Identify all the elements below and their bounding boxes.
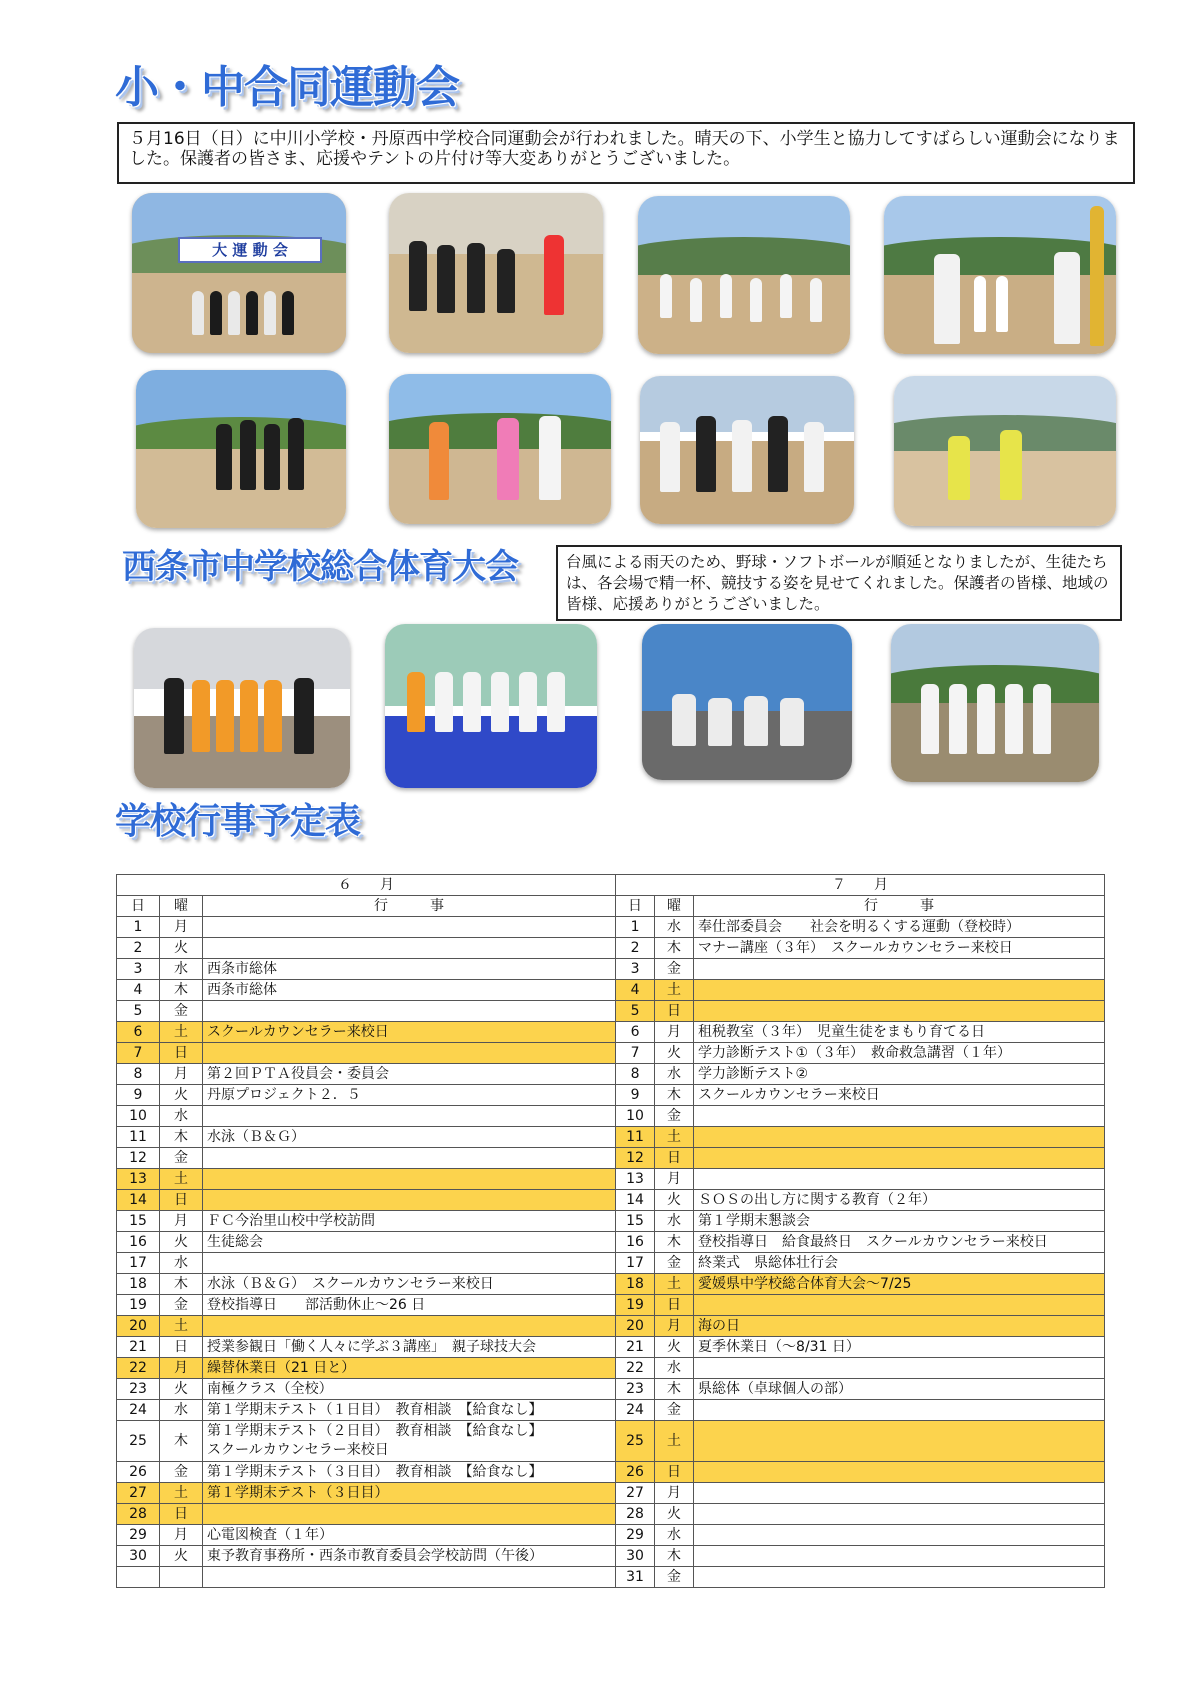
june-day: 10 xyxy=(117,1106,160,1127)
june-day: 22 xyxy=(117,1358,160,1379)
june-event: 水泳（Ｂ＆Ｇ） スクールカウンセラー来校日 xyxy=(203,1274,616,1295)
july-event xyxy=(694,980,1105,1001)
july-weekday: 金 xyxy=(655,1253,694,1274)
june-event xyxy=(203,1421,616,1462)
july-day: 14 xyxy=(616,1190,655,1211)
july-event: 第１学期末懇談会 xyxy=(694,1211,1105,1232)
july-day: 7 xyxy=(616,1043,655,1064)
table-row xyxy=(117,1483,1105,1504)
table-row xyxy=(117,917,1105,938)
june-weekday: 月 xyxy=(160,917,203,938)
july-event xyxy=(694,1169,1105,1190)
july-day: 1 xyxy=(616,917,655,938)
june-event xyxy=(203,1106,616,1127)
june-day: 9 xyxy=(117,1085,160,1106)
july-day: 16 xyxy=(616,1232,655,1253)
july-weekday: 日 xyxy=(655,1001,694,1022)
july-day: 2 xyxy=(616,938,655,959)
july-event xyxy=(694,1421,1105,1462)
june-weekday: 日 xyxy=(160,1043,203,1064)
schedule-body xyxy=(117,917,1105,1588)
table-row xyxy=(117,1400,1105,1421)
july-weekday: 土 xyxy=(655,1127,694,1148)
july-day: 5 xyxy=(616,1001,655,1022)
june-event: スクールカウンセラー来校日 xyxy=(203,1022,616,1043)
july-weekday: 火 xyxy=(655,1043,694,1064)
july-weekday: 金 xyxy=(655,1567,694,1588)
june-weekday: 金 xyxy=(160,1001,203,1022)
july-day: 15 xyxy=(616,1211,655,1232)
june-weekday: 水 xyxy=(160,1400,203,1421)
schedule-heading: 学校行事予定表 xyxy=(115,801,361,842)
july-weekday: 木 xyxy=(655,1546,694,1567)
june-day: 27 xyxy=(117,1483,160,1504)
sports-day-banner: 大 運 動 会 xyxy=(178,237,322,263)
june-event xyxy=(203,938,616,959)
june-day: 11 xyxy=(117,1127,160,1148)
july-weekday: 月 xyxy=(655,1169,694,1190)
july-day: 9 xyxy=(616,1085,655,1106)
table-row xyxy=(117,1525,1105,1546)
june-day: 12 xyxy=(117,1148,160,1169)
table-row xyxy=(117,1295,1105,1316)
july-weekday: 金 xyxy=(655,1400,694,1421)
july-weekday: 土 xyxy=(655,1421,694,1462)
june-event xyxy=(203,917,616,938)
july-event xyxy=(694,1295,1105,1316)
july-event xyxy=(694,1400,1105,1421)
june-day: 20 xyxy=(117,1316,160,1337)
table-row xyxy=(117,1211,1105,1232)
july-day: 30 xyxy=(616,1546,655,1567)
july-event xyxy=(694,1462,1105,1483)
july-day: 20 xyxy=(616,1316,655,1337)
june-weekday: 月 xyxy=(160,1211,203,1232)
june-day: 7 xyxy=(117,1043,160,1064)
july-weekday: 水 xyxy=(655,1211,694,1232)
photo-opening-ceremony xyxy=(132,193,346,353)
july-day: 27 xyxy=(616,1483,655,1504)
june-event: 第１学期末テスト（３日目） xyxy=(203,1483,616,1504)
june-weekday: 金 xyxy=(160,1148,203,1169)
photo-students-standing xyxy=(884,196,1116,354)
june-weekday: 日 xyxy=(160,1190,203,1211)
july-day: 6 xyxy=(616,1022,655,1043)
photo-table-tennis-hall xyxy=(385,624,597,788)
july-col-event: 行 事 xyxy=(694,896,1105,917)
july-event: 終業式 県総体壮行会 xyxy=(694,1253,1105,1274)
july-event: ＳＯＳの出し方に関する教育（２年） xyxy=(694,1190,1105,1211)
july-weekday: 木 xyxy=(655,1379,694,1400)
june-weekday: 月 xyxy=(160,1064,203,1085)
june-day: 29 xyxy=(117,1525,160,1546)
june-event: 第２回ＰＴＡ役員会・委員会 xyxy=(203,1064,616,1085)
june-day: 8 xyxy=(117,1064,160,1085)
june-header: ６ 月 xyxy=(117,875,616,896)
june-day: 6 xyxy=(117,1022,160,1043)
june-event: 西条市総体 xyxy=(203,959,616,980)
sports-day-heading: 小・中合同運動会 xyxy=(115,62,459,113)
june-col-event: 行 事 xyxy=(203,896,616,917)
june-col-day: 日 xyxy=(117,896,160,917)
july-event: 夏季休業日（～8/31 日） xyxy=(694,1337,1105,1358)
table-row xyxy=(117,1190,1105,1211)
june-event-line: スクールカウンセラー来校日 xyxy=(207,1442,389,1458)
july-header: ７ 月 xyxy=(616,875,1105,896)
june-event xyxy=(203,1148,616,1169)
june-event: 生徒総会 xyxy=(203,1232,616,1253)
june-weekday: 火 xyxy=(160,1085,203,1106)
july-event xyxy=(694,1525,1105,1546)
july-day: 11 xyxy=(616,1127,655,1148)
june-day: 18 xyxy=(117,1274,160,1295)
table-row xyxy=(117,1022,1105,1043)
july-event xyxy=(694,1546,1105,1567)
tournament-heading: 西条市中学校総合体育大会 xyxy=(122,547,518,587)
july-col-day: 日 xyxy=(616,896,655,917)
photo-tug-of-war xyxy=(640,376,854,524)
schedule-table xyxy=(116,874,1105,1588)
june-day: 2 xyxy=(117,938,160,959)
july-weekday: 金 xyxy=(655,959,694,980)
june-weekday: 日 xyxy=(160,1504,203,1525)
june-weekday: 月 xyxy=(160,1525,203,1546)
june-weekday: 土 xyxy=(160,1022,203,1043)
june-day: 16 xyxy=(117,1232,160,1253)
june-weekday: 火 xyxy=(160,938,203,959)
july-weekday: 水 xyxy=(655,1525,694,1546)
june-event xyxy=(203,1190,616,1211)
june-event xyxy=(203,1253,616,1274)
june-event: 心電図検査（１年） xyxy=(203,1525,616,1546)
table-row xyxy=(117,1148,1105,1169)
july-event: 租税教室（３年） 児童生徒をまもり育てる日 xyxy=(694,1022,1105,1043)
photo-table-tennis-team xyxy=(134,628,350,788)
july-event: 海の日 xyxy=(694,1316,1105,1337)
june-weekday: 木 xyxy=(160,1127,203,1148)
table-row xyxy=(117,1001,1105,1022)
july-day: 28 xyxy=(616,1504,655,1525)
july-weekday: 日 xyxy=(655,1295,694,1316)
june-weekday: 水 xyxy=(160,1253,203,1274)
june-weekday xyxy=(160,1567,203,1588)
june-event: 第１学期末テスト（１日目） 教育相談 【給食なし】 xyxy=(203,1400,616,1421)
photo-three-legged-race xyxy=(136,370,346,528)
june-weekday: 日 xyxy=(160,1337,203,1358)
july-col-weekday: 曜 xyxy=(655,896,694,917)
july-day: 29 xyxy=(616,1525,655,1546)
july-day: 25 xyxy=(616,1421,655,1462)
june-event xyxy=(203,1001,616,1022)
july-event xyxy=(694,1106,1105,1127)
photo-bib-race xyxy=(389,374,611,524)
july-event: 愛媛県中学校総合体育大会～7/25 xyxy=(694,1274,1105,1295)
july-event: 学力診断テスト①（３年） 救命救急講習（１年） xyxy=(694,1043,1105,1064)
july-day: 26 xyxy=(616,1462,655,1483)
july-weekday: 水 xyxy=(655,1064,694,1085)
table-row xyxy=(117,1085,1105,1106)
july-event xyxy=(694,959,1105,980)
july-weekday: 月 xyxy=(655,1316,694,1337)
june-event xyxy=(203,1169,616,1190)
june-event xyxy=(203,1504,616,1525)
june-weekday: 火 xyxy=(160,1232,203,1253)
june-day xyxy=(117,1567,160,1588)
sports-day-summary: ５月16日（日）に中川小学校・丹原西中学校合同運動会が行われました。晴天の下、小学生と協力してすばらしい運動会になりました。保護者の皆さま、応援やテントの片付け等大変ありがとうございました。 xyxy=(117,122,1135,184)
july-weekday: 火 xyxy=(655,1504,694,1525)
june-day: 21 xyxy=(117,1337,160,1358)
june-weekday: 土 xyxy=(160,1483,203,1504)
july-day: 31 xyxy=(616,1567,655,1588)
june-event: 東予教育事務所・西条市教育委員会学校訪問（午後） xyxy=(203,1546,616,1567)
june-day: 14 xyxy=(117,1190,160,1211)
july-day: 4 xyxy=(616,980,655,1001)
july-weekday: 土 xyxy=(655,1274,694,1295)
july-day: 13 xyxy=(616,1169,655,1190)
july-weekday: 木 xyxy=(655,1232,694,1253)
table-row xyxy=(117,1106,1105,1127)
july-event: 学力診断テスト② xyxy=(694,1064,1105,1085)
july-day: 24 xyxy=(616,1400,655,1421)
photo-baseball-huddle xyxy=(642,624,852,780)
july-day: 8 xyxy=(616,1064,655,1085)
july-event: マナー講座（３年） スクールカウンセラー来校日 xyxy=(694,938,1105,959)
july-weekday: 日 xyxy=(655,1148,694,1169)
june-day: 4 xyxy=(117,980,160,1001)
june-day: 13 xyxy=(117,1169,160,1190)
table-row xyxy=(117,1169,1105,1190)
july-weekday: 水 xyxy=(655,917,694,938)
july-day: 23 xyxy=(616,1379,655,1400)
june-day: 28 xyxy=(117,1504,160,1525)
photo-softball-team xyxy=(891,624,1099,782)
july-weekday: 金 xyxy=(655,1106,694,1127)
june-col-weekday: 曜 xyxy=(160,896,203,917)
table-row xyxy=(117,1379,1105,1400)
june-event: 繰替休業日（21 日と） xyxy=(203,1358,616,1379)
photo-relay-runners xyxy=(389,193,603,353)
july-event: 奉仕部委員会 社会を明るくする運動（登校時） xyxy=(694,917,1105,938)
july-event xyxy=(694,1567,1105,1588)
june-event xyxy=(203,1567,616,1588)
july-event xyxy=(694,1001,1105,1022)
july-day: 12 xyxy=(616,1148,655,1169)
june-day: 17 xyxy=(117,1253,160,1274)
june-event: 水泳（Ｂ＆Ｇ） xyxy=(203,1127,616,1148)
june-weekday: 土 xyxy=(160,1169,203,1190)
june-weekday: 金 xyxy=(160,1462,203,1483)
june-day: 15 xyxy=(117,1211,160,1232)
june-weekday: 火 xyxy=(160,1379,203,1400)
june-day: 1 xyxy=(117,917,160,938)
june-day: 30 xyxy=(117,1546,160,1567)
table-row xyxy=(117,1253,1105,1274)
table-row xyxy=(117,1358,1105,1379)
table-row xyxy=(117,938,1105,959)
july-weekday: 火 xyxy=(655,1337,694,1358)
photo-yellow-bib-race xyxy=(894,376,1116,526)
june-day: 24 xyxy=(117,1400,160,1421)
june-event xyxy=(203,1316,616,1337)
july-day: 18 xyxy=(616,1274,655,1295)
july-event: 県総体（卓球個人の部） xyxy=(694,1379,1105,1400)
june-event: 西条市総体 xyxy=(203,980,616,1001)
table-row xyxy=(117,1337,1105,1358)
june-weekday: 金 xyxy=(160,1295,203,1316)
june-event: 南極クラス（全校） xyxy=(203,1379,616,1400)
july-day: 3 xyxy=(616,959,655,980)
june-event: 第１学期末テスト（３日目） 教育相談 【給食なし】 xyxy=(203,1462,616,1483)
july-weekday: 月 xyxy=(655,1022,694,1043)
table-row xyxy=(117,959,1105,980)
june-day: 26 xyxy=(117,1462,160,1483)
july-event xyxy=(694,1148,1105,1169)
june-weekday: 水 xyxy=(160,1106,203,1127)
june-event: 授業参観日「働く人々に学ぶ３講座」 親子球技大会 xyxy=(203,1337,616,1358)
table-row xyxy=(117,1462,1105,1483)
july-event xyxy=(694,1358,1105,1379)
july-weekday: 木 xyxy=(655,1085,694,1106)
june-day: 3 xyxy=(117,959,160,980)
tournament-summary: 台風による雨天のため、野球・ソフトボールが順延となりましたが、生徒たちは、各会場で精一杯、競技する姿を見せてくれました。保護者の皆様、地域の皆様、応援ありがとうございました。 xyxy=(556,545,1122,621)
july-event xyxy=(694,1504,1105,1525)
table-row xyxy=(117,1421,1105,1462)
june-weekday: 月 xyxy=(160,1358,203,1379)
june-event: 登校指導日 部活動休止～26 日 xyxy=(203,1295,616,1316)
table-row xyxy=(117,1232,1105,1253)
july-day: 17 xyxy=(616,1253,655,1274)
table-row xyxy=(117,1567,1105,1588)
july-day: 19 xyxy=(616,1295,655,1316)
july-weekday: 水 xyxy=(655,1358,694,1379)
july-weekday: 月 xyxy=(655,1483,694,1504)
table-row xyxy=(117,980,1105,1001)
july-weekday: 火 xyxy=(655,1190,694,1211)
july-day: 10 xyxy=(616,1106,655,1127)
june-weekday: 木 xyxy=(160,1274,203,1295)
table-row xyxy=(117,1316,1105,1337)
table-row xyxy=(117,1127,1105,1148)
table-row xyxy=(117,1504,1105,1525)
july-event xyxy=(694,1127,1105,1148)
june-weekday: 水 xyxy=(160,959,203,980)
june-event-line: 第１学期末テスト（２日目） 教育相談 【給食なし】 xyxy=(207,1423,543,1439)
july-weekday: 土 xyxy=(655,980,694,1001)
june-event xyxy=(203,1043,616,1064)
photo-pompom-dance xyxy=(638,196,850,354)
june-day: 25 xyxy=(117,1421,160,1462)
june-day: 19 xyxy=(117,1295,160,1316)
july-event: 登校指導日 給食最終日 スクールカウンセラー来校日 xyxy=(694,1232,1105,1253)
table-row xyxy=(117,1064,1105,1085)
table-row xyxy=(117,1043,1105,1064)
july-weekday: 木 xyxy=(655,938,694,959)
june-event: ＦＣ今治里山校中学校訪問 xyxy=(203,1211,616,1232)
table-row xyxy=(117,1546,1105,1567)
june-weekday: 木 xyxy=(160,1421,203,1462)
july-weekday: 日 xyxy=(655,1462,694,1483)
june-weekday: 木 xyxy=(160,980,203,1001)
june-weekday: 土 xyxy=(160,1316,203,1337)
june-day: 5 xyxy=(117,1001,160,1022)
july-day: 21 xyxy=(616,1337,655,1358)
july-event xyxy=(694,1483,1105,1504)
table-row xyxy=(117,1274,1105,1295)
june-day: 23 xyxy=(117,1379,160,1400)
july-event: スクールカウンセラー来校日 xyxy=(694,1085,1105,1106)
july-day: 22 xyxy=(616,1358,655,1379)
june-event: 丹原プロジェクト２．５ xyxy=(203,1085,616,1106)
june-weekday: 火 xyxy=(160,1546,203,1567)
